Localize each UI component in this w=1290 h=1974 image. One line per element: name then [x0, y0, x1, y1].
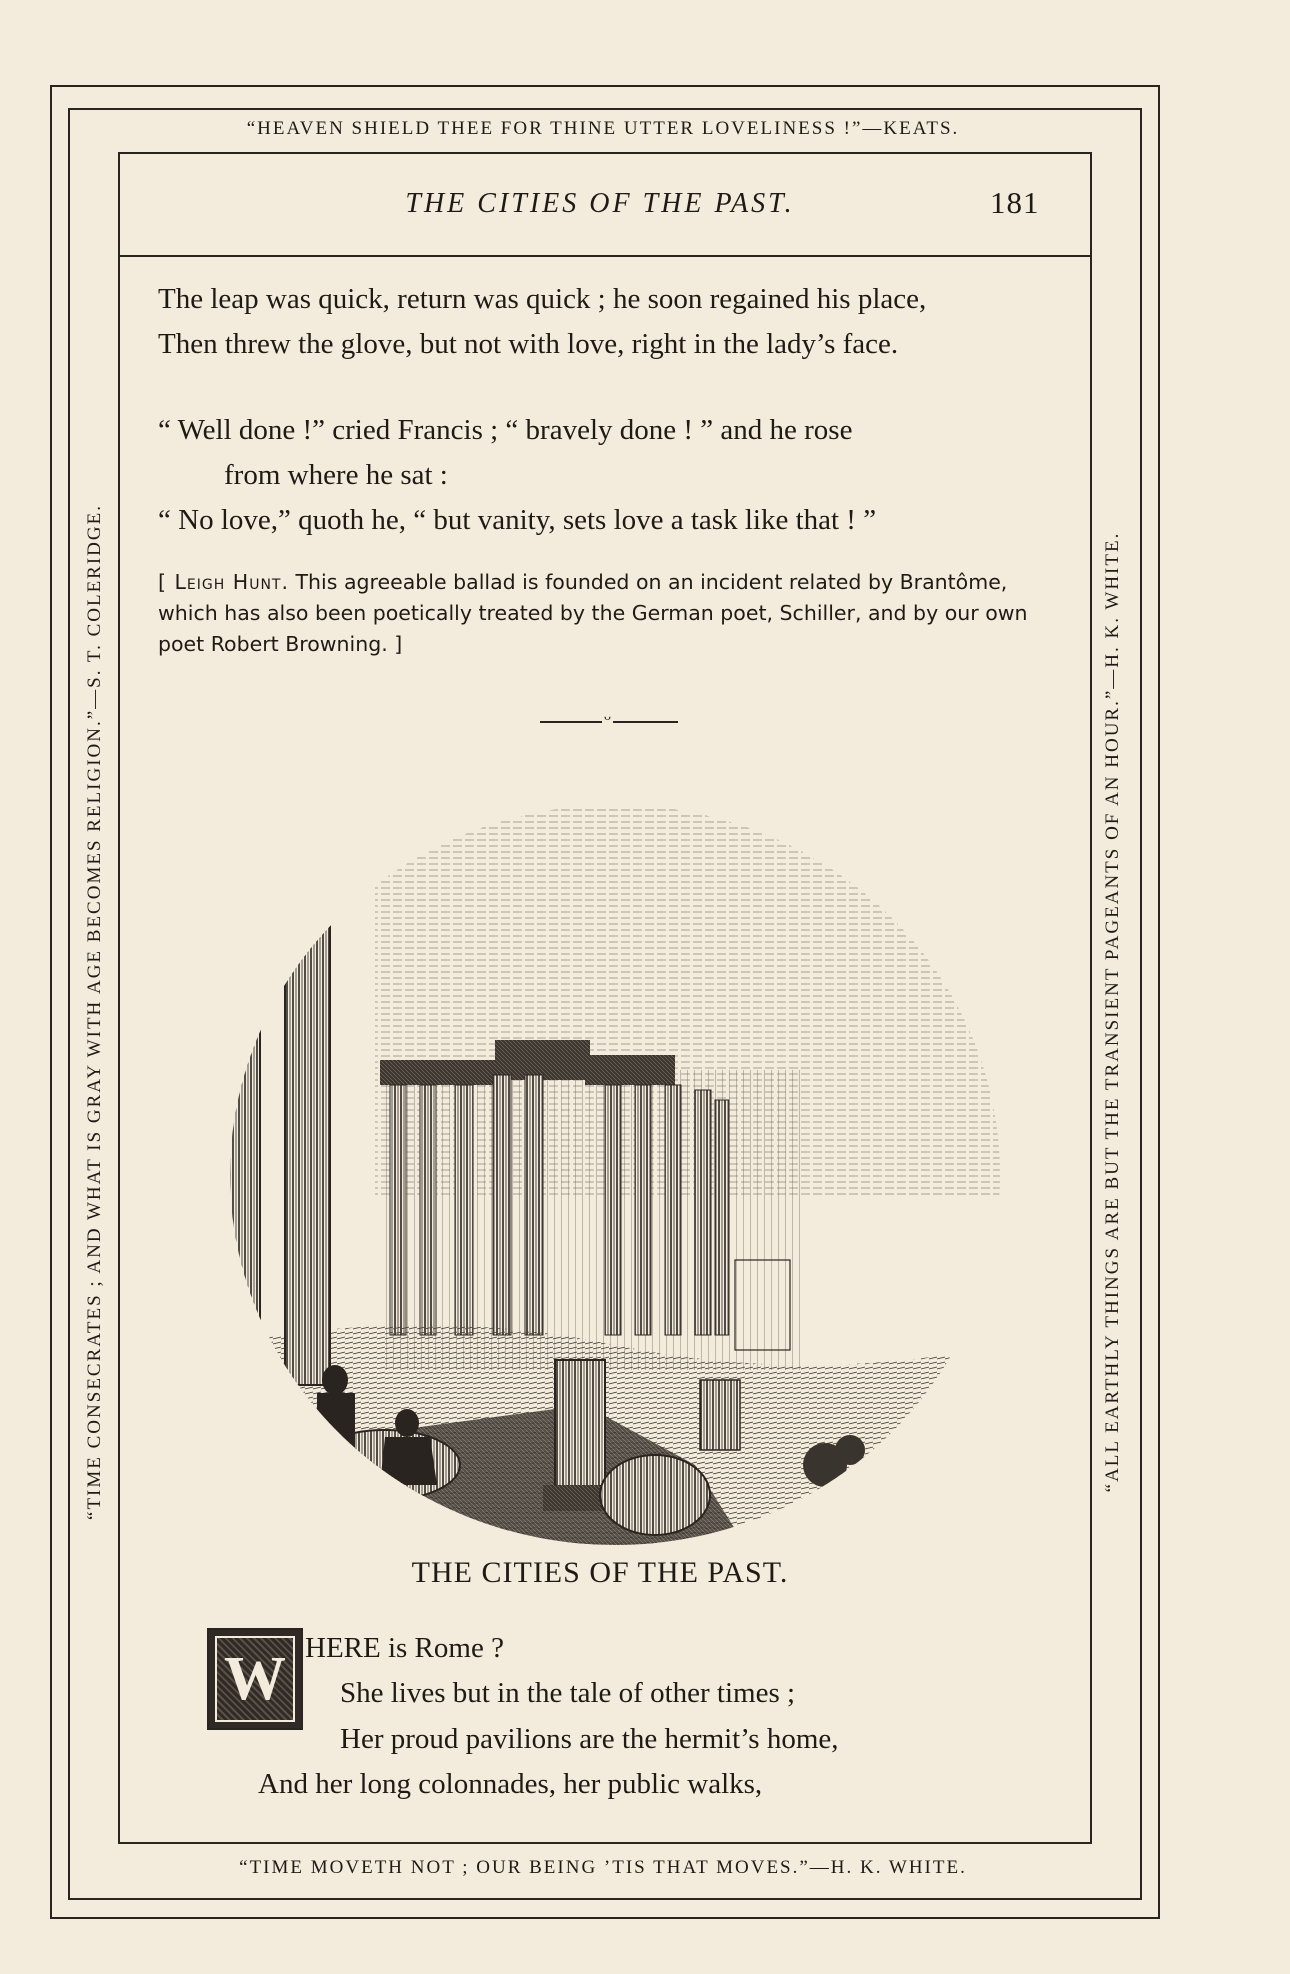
poem-line-2: She lives but in the tale of other times ; [340, 1677, 796, 1709]
note-text: This agreeable ballad is founded on an incident related by Brantôme, which has also been poetically treated by the German poet, Schiller, and by our own poet Robert Browning. ] [158, 570, 1028, 656]
poem-line-4: And her long colonnades, her public walks, [258, 1768, 763, 1800]
bottom-border-quote: “TIME MOVETH NOT ; OUR BEING ’TIS THAT MOVES.”—H. K. WHITE. [239, 1857, 967, 1878]
top-border-quote: “HEAVEN SHIELD THEE FOR THINE UTTER LOVELINESS !”—KEATS. [246, 118, 960, 139]
poem-line-1: HERE is Rome ? [305, 1632, 504, 1664]
poem-line-3: Her proud pavilions are the hermit’s home, [340, 1723, 839, 1755]
verse-line-3: “ Well done !” cried Francis ; “ bravely done ! ” and he rose [158, 414, 853, 446]
drop-cap [207, 1628, 303, 1730]
verse-line-1: The leap was quick, return was quick ; he soon regained his place, [158, 283, 927, 315]
running-title: THE CITIES OF THE PAST. [405, 188, 795, 219]
right-border-quote: “ALL EARTHLY THINGS ARE BUT THE TRANSIENT PAGEANTS OF AN HOUR.”—H. K. WHITE. [1102, 531, 1123, 1493]
header-rule [118, 255, 1090, 257]
drop-cap-letter: W [215, 1636, 295, 1722]
editorial-note [158, 567, 1058, 660]
left-border-quote: “TIME CONSECRATES ; AND WHAT IS GRAY WITH AGE BECOMES RELIGION.”—S. T. COLERIDGE. [84, 504, 105, 1520]
note-author: [ Leigh Hunt. [158, 570, 290, 594]
verse-line-2: Then threw the glove, but not with love, right in the lady’s face. [158, 328, 899, 360]
page-number: 181 [990, 185, 1040, 220]
ornament-mark: ᴗ [604, 709, 611, 724]
verse-line-4: from where he sat : [224, 459, 448, 491]
illustration-caption: THE CITIES OF THE PAST. [411, 1556, 789, 1589]
ruins-engraving [225, 705, 1005, 1545]
verse-line-5: “ No love,” quoth he, “ but vanity, sets love a task like that ! ” [158, 504, 877, 536]
